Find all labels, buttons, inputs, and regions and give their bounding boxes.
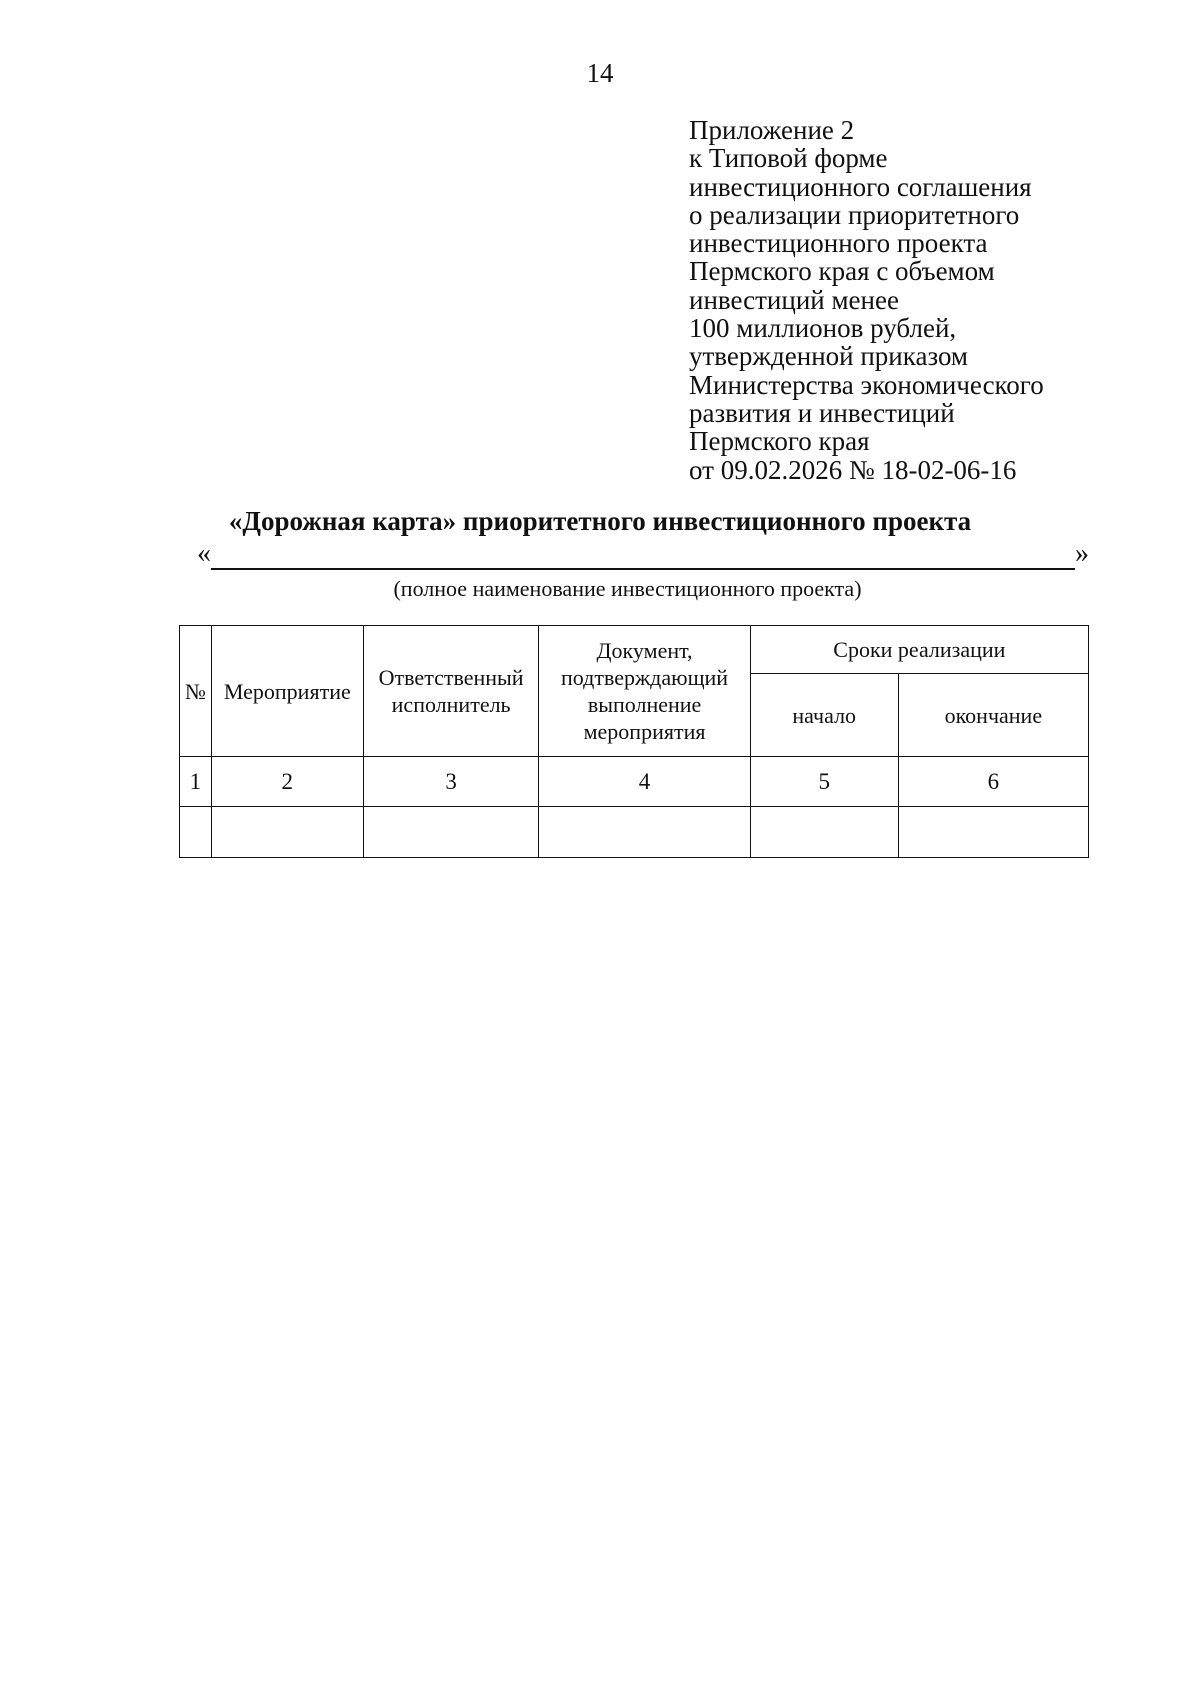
- header-document: Документ, подтверждающий выполнение мероприятия: [539, 626, 750, 757]
- header-deadlines: Сроки реализации: [750, 626, 1088, 674]
- appendix-line: от 09.02.2026 № 18-02-06-16: [689, 454, 1017, 485]
- appendix-line: Приложение 2: [689, 115, 855, 145]
- header-start: начало: [750, 674, 898, 757]
- appendix-line: развития и инвестиций: [689, 397, 955, 428]
- table-cell: [363, 807, 538, 858]
- appendix-note: [689, 116, 1159, 484]
- column-number: 3: [363, 757, 538, 807]
- project-name-caption: (полное наименование инвестиционного проекта): [393, 576, 862, 601]
- appendix-line: утвержденной приказом: [689, 341, 969, 372]
- table-cell: [180, 807, 212, 858]
- project-name-field: [197, 538, 1089, 574]
- appendix-line: Министерства экономического: [689, 369, 1044, 400]
- appendix-line: инвестиций менее: [689, 284, 899, 315]
- header-end: окончание: [898, 674, 1088, 757]
- table-row: [180, 807, 1089, 858]
- roadmap-table: [179, 625, 1089, 858]
- column-number: 2: [211, 757, 363, 807]
- table-cell: [539, 807, 750, 858]
- column-number: 5: [750, 757, 898, 807]
- table-cell: [898, 807, 1088, 858]
- appendix-line: о реализации приоритетного: [689, 199, 1020, 230]
- header-no: №: [180, 626, 212, 757]
- appendix-line: Пермского края: [689, 426, 870, 457]
- header-activity: Мероприятие: [211, 626, 363, 757]
- column-number: 1: [180, 757, 212, 807]
- column-number: 6: [898, 757, 1088, 807]
- document-title: «Дорожная карта» приоритетного инвестиционного проекта: [228, 506, 972, 536]
- table-cell: [211, 807, 363, 858]
- close-quote: »: [1075, 538, 1089, 569]
- open-quote: «: [197, 538, 211, 569]
- header-responsible: Ответственный исполнитель: [363, 626, 538, 757]
- appendix-line: инвестиционного проекта: [689, 228, 988, 259]
- page-number: 14: [586, 58, 614, 88]
- table-cell: [750, 807, 898, 858]
- appendix-line: Пермского края с объемом: [689, 256, 995, 287]
- column-number-row: [180, 757, 1089, 807]
- project-name-underline: [211, 568, 1075, 570]
- appendix-line: к Типовой форме: [689, 143, 888, 174]
- appendix-line: 100 миллионов рублей,: [689, 313, 957, 344]
- column-number: 4: [539, 757, 750, 807]
- appendix-line: инвестиционного соглашения: [689, 171, 1032, 202]
